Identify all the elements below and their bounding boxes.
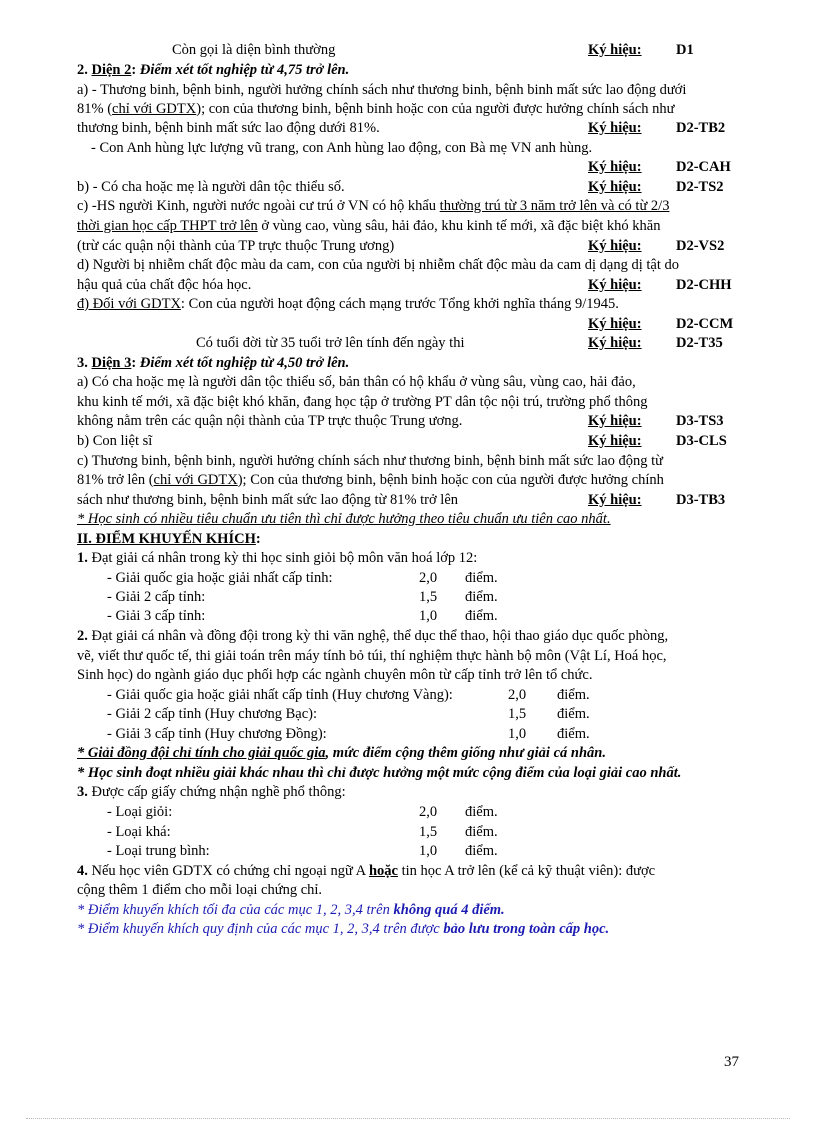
i1-row1-unit: điểm. xyxy=(465,589,498,605)
note-multiple-awards: * Học sinh đoạt nhiều giải khác nhau thì chỉ được hưởng một mức cộng điểm của loại giải cao nhất. xyxy=(77,765,682,781)
i1-row0-label: - Giải quốc gia hoặc giải nhất cấp tỉnh: xyxy=(107,570,333,586)
kh-label-tb2: Ký hiệu: xyxy=(588,120,642,136)
dien2-a-line1: a) - Thương binh, bệnh binh, người hưởng chính sách như thương binh, bệnh binh mất sức lao động dưới xyxy=(77,82,687,98)
dien2-title: Điểm xét tốt nghiệp từ 4,75 trở lên. xyxy=(139,62,350,78)
i3-row2-unit: điểm. xyxy=(465,843,498,859)
d1-text: Còn gọi là diện bình thường xyxy=(172,42,336,58)
note-team-award-u: * Giải đồng đội chỉ tính cho giải quốc gia xyxy=(77,745,326,761)
kh-label-d1: Ký hiệu: xyxy=(588,42,642,58)
item1-line xyxy=(77,550,477,567)
dien3-c-line3: sách như thương binh, bệnh binh mất sức lao động từ 81% trở lên xyxy=(77,492,459,508)
dien2-dd-post: : Con của người hoạt động cách mạng trước Tổng khởi nghĩa tháng 9/1945. xyxy=(180,296,619,312)
i2-row0-unit: điểm. xyxy=(557,687,590,703)
dien2-c-line1 xyxy=(77,198,669,215)
dien2-c1-pre: c) -HS người Kinh, người nước ngoài cư trú ở VN có hộ khẩu xyxy=(77,198,440,214)
dien2-a-line4: - Con Anh hùng lực lượng vũ trang, con Anh hùng lao động, con Bà mẹ VN anh hùng. xyxy=(91,140,593,156)
dien2-c2-u: thời gian học cấp THPT trở lên xyxy=(77,218,258,234)
blue-note-retain-pre: * Điểm khuyến khích quy định của các mục 1, 2, 3,4 trên được xyxy=(77,921,444,937)
i2-row2-label: - Giải 3 cấp tỉnh (Huy chương Đồng): xyxy=(107,726,327,742)
kh-label-chh: Ký hiệu: xyxy=(588,277,642,293)
i3-row0-value: 2,0 xyxy=(419,804,438,820)
code-cah: D2-CAH xyxy=(676,159,731,175)
code-chh: D2-CHH xyxy=(676,277,732,293)
page-number: 37 xyxy=(724,1054,739,1070)
kh-label-ts3: Ký hiệu: xyxy=(588,413,642,429)
i2-row1-label: - Giải 2 cấp tỉnh (Huy chương Bạc): xyxy=(107,706,318,722)
dien3-a-line1: a) Có cha hoặc mẹ là người dân tộc thiểu số, bản thân có hộ khẩu ở vùng sâu, vùng cao, hải đảo, xyxy=(77,374,636,390)
item3-text: Được cấp giấy chứng nhận nghề phổ thông: xyxy=(87,784,346,800)
section2-heading-colon: : xyxy=(255,531,261,547)
i2-row2-value: 1,0 xyxy=(508,726,527,742)
i2-row0-value: 2,0 xyxy=(508,687,527,703)
i1-row1-value: 1,5 xyxy=(419,589,438,605)
dien2-a2-pre: 81% ( xyxy=(77,101,113,117)
dien2-c-line2 xyxy=(77,218,660,235)
code-ccm: D2-CCM xyxy=(676,316,734,332)
dien3-c-line1: c) Thương binh, bệnh binh, người hưởng chính sách như thương binh, bệnh binh mất sức lao động từ xyxy=(77,453,664,469)
dien2-c1-u: thường trú từ 3 năm trở lên và có từ 2/3 xyxy=(439,198,670,214)
item4-line1 xyxy=(77,863,655,880)
kh-label-ts2: Ký hiệu: xyxy=(588,179,642,195)
kh-label-cls: Ký hiệu: xyxy=(588,433,642,449)
i3-row2-label: - Loại trung bình: xyxy=(107,843,210,859)
dien2-a2-post: ); con của thương binh, bệnh binh hoặc con của người được hưởng chính sách như xyxy=(196,101,675,117)
section2-heading-text: II. ĐIỂM KHUYẾN KHÍCH xyxy=(77,531,256,547)
item3-line xyxy=(77,784,346,801)
item2-text1: Đạt giải cá nhân và đồng đội trong kỳ thi văn nghệ, thể dục thể thao, hội thao giáo dục quốc phòng, xyxy=(87,628,669,644)
dien3-c2-gdtx: chỉ với GDTX xyxy=(153,472,238,488)
code-tb3: D3-TB3 xyxy=(676,492,726,508)
dien2-dd-u: đ) Đối với GDTX xyxy=(77,296,181,312)
i2-row2-unit: điểm. xyxy=(557,726,590,742)
footer-divider xyxy=(26,1118,790,1119)
note-team-award xyxy=(77,745,606,762)
dien2-a-line2 xyxy=(77,101,675,118)
i1-row2-value: 1,0 xyxy=(419,608,438,624)
dien2-b-line: b) - Có cha hoặc mẹ là người dân tộc thiểu số. xyxy=(77,179,345,195)
item4-pre: Nếu học viên GDTX có chứng chỉ ngoại ngữ A xyxy=(87,863,369,879)
code-vs2: D2-VS2 xyxy=(676,238,725,254)
section2-heading xyxy=(77,531,261,548)
i3-row0-unit: điểm. xyxy=(465,804,498,820)
dien2-colon: : xyxy=(131,62,140,78)
dien2-heading xyxy=(77,62,349,79)
i1-row0-unit: điểm. xyxy=(465,570,498,586)
i3-row1-unit: điểm. xyxy=(465,824,498,840)
item4-post: tin học A trở lên (kể cả kỹ thuật viên): được xyxy=(397,863,656,879)
item2-line2: vẽ, viết thư quốc tế, thi giải toán trên máy tính bỏ túi, thí nghiệm thực hành bộ môn (Vật Lí, Hoá học, xyxy=(77,648,667,664)
dien3-a-line2: khu kinh tế mới, xã đặc biệt khó khăn, đang học tập ở trường PT dân tộc nội trú, trường phổ thông xyxy=(77,394,648,410)
code-cls: D3-CLS xyxy=(676,433,727,449)
dien2-a2-gdtx: chỉ với GDTX xyxy=(112,101,197,117)
i3-row0-label: - Loại giỏi: xyxy=(107,804,173,820)
priority-note: * Học sinh có nhiều tiêu chuẩn ưu tiên thì chỉ được hưởng theo tiêu chuẩn ưu tiên cao nhất. xyxy=(77,511,611,527)
dien2-d-line1: d) Người bị nhiễm chất độc màu da cam, con của người bị nhiễm chất độc màu da cam dị dạng dị tật do xyxy=(77,257,680,273)
kh-label-cah: Ký hiệu: xyxy=(588,159,642,175)
dien2-num: 2. xyxy=(77,62,88,78)
item1-text: Đạt giải cá nhân trong kỳ thi học sinh giỏi bộ môn văn hoá lớp 12: xyxy=(87,550,478,566)
kh-label-vs2: Ký hiệu: xyxy=(588,238,642,254)
i3-row1-value: 1,5 xyxy=(419,824,438,840)
item1-num: 1. xyxy=(77,550,88,566)
dien2-age-line: Có tuổi đời từ 35 tuổi trở lên tính đến ngày thi xyxy=(196,335,465,351)
i1-row2-label: - Giải 3 cấp tỉnh: xyxy=(107,608,206,624)
i3-row2-value: 1,0 xyxy=(419,843,438,859)
dien3-num: 3. xyxy=(77,355,88,371)
i3-row1-label: - Loại khá: xyxy=(107,824,171,840)
item4-num: 4. xyxy=(77,863,88,879)
item4-line2: cộng thêm 1 điểm cho mỗi loại chứng chỉ. xyxy=(77,882,323,898)
i1-row2-unit: điểm. xyxy=(465,608,498,624)
dien2-c-line3: (trừ các quận nội thành của TP trực thuộc Trung ương) xyxy=(77,238,395,254)
dien3-c2-pre: 81% trở lên ( xyxy=(77,472,154,488)
code-tb2: D2-TB2 xyxy=(676,120,726,136)
item3-num: 3. xyxy=(77,784,88,800)
kh-label-ccm: Ký hiệu: xyxy=(588,316,642,332)
dien3-heading xyxy=(77,355,349,372)
item2-line1 xyxy=(77,628,668,645)
code-d1: D1 xyxy=(676,42,694,58)
note-team-award-post: , mức điểm cộng thêm giống như giải cá nhân. xyxy=(325,745,606,761)
blue-note-retain xyxy=(77,921,609,938)
kh-label-tb3: Ký hiệu: xyxy=(588,492,642,508)
dien3-b-line: b) Con liệt sĩ xyxy=(77,433,153,449)
dien2-a-line3: thương binh, bệnh binh mất sức lao động dưới 81%. xyxy=(77,120,380,136)
dien2-dd-line xyxy=(77,296,619,313)
blue-note-max-pre: * Điểm khuyến khích tối đa của các mục 1, 2, 3,4 trên xyxy=(77,902,394,918)
blue-note-max xyxy=(77,902,505,919)
dien2-d-line2: hậu quả của chất độc hóa học. xyxy=(77,277,252,293)
code-ts3: D3-TS3 xyxy=(676,413,724,429)
item2-line3: Sinh học) do ngành giáo dục phối hợp các ngành chuyên môn từ cấp tỉnh trở lên tổ chức. xyxy=(77,667,593,683)
item4-hoac: hoặc xyxy=(368,863,398,879)
dien3-c2-post: ); Con của thương binh, bệnh binh hoặc con của người được hưởng chính xyxy=(237,472,664,488)
i1-row0-value: 2,0 xyxy=(419,570,438,586)
code-ts2: D2-TS2 xyxy=(676,179,724,195)
i2-row1-unit: điểm. xyxy=(557,706,590,722)
dien3-colon: : xyxy=(131,355,140,371)
i2-row0-label: - Giải quốc gia hoặc giải nhất cấp tỉnh (Huy chương Vàng): xyxy=(107,687,453,703)
dien3-label: Diện 3 xyxy=(91,355,132,371)
kh-label-t35: Ký hiệu: xyxy=(588,335,642,351)
code-t35: D2-T35 xyxy=(676,335,723,351)
blue-note-max-bold: không quá 4 điểm. xyxy=(393,902,505,918)
dien2-label: Diện 2 xyxy=(91,62,132,78)
dien3-a-line3: không nằm trên các quận nội thành của TP trực thuộc Trung ương. xyxy=(77,413,463,429)
item2-num: 2. xyxy=(77,628,88,644)
dien2-c2-post: ở vùng cao, vùng sâu, hải đảo, khu kinh tế mới, xã đặc biệt khó khăn xyxy=(257,218,661,234)
dien3-title: Điểm xét tốt nghiệp từ 4,50 trở lên. xyxy=(139,355,350,371)
i2-row1-value: 1,5 xyxy=(508,706,527,722)
i1-row1-label: - Giải 2 cấp tỉnh: xyxy=(107,589,206,605)
blue-note-retain-bold: bảo lưu trong toàn cấp học. xyxy=(443,921,610,937)
dien3-c-line2 xyxy=(77,472,664,489)
